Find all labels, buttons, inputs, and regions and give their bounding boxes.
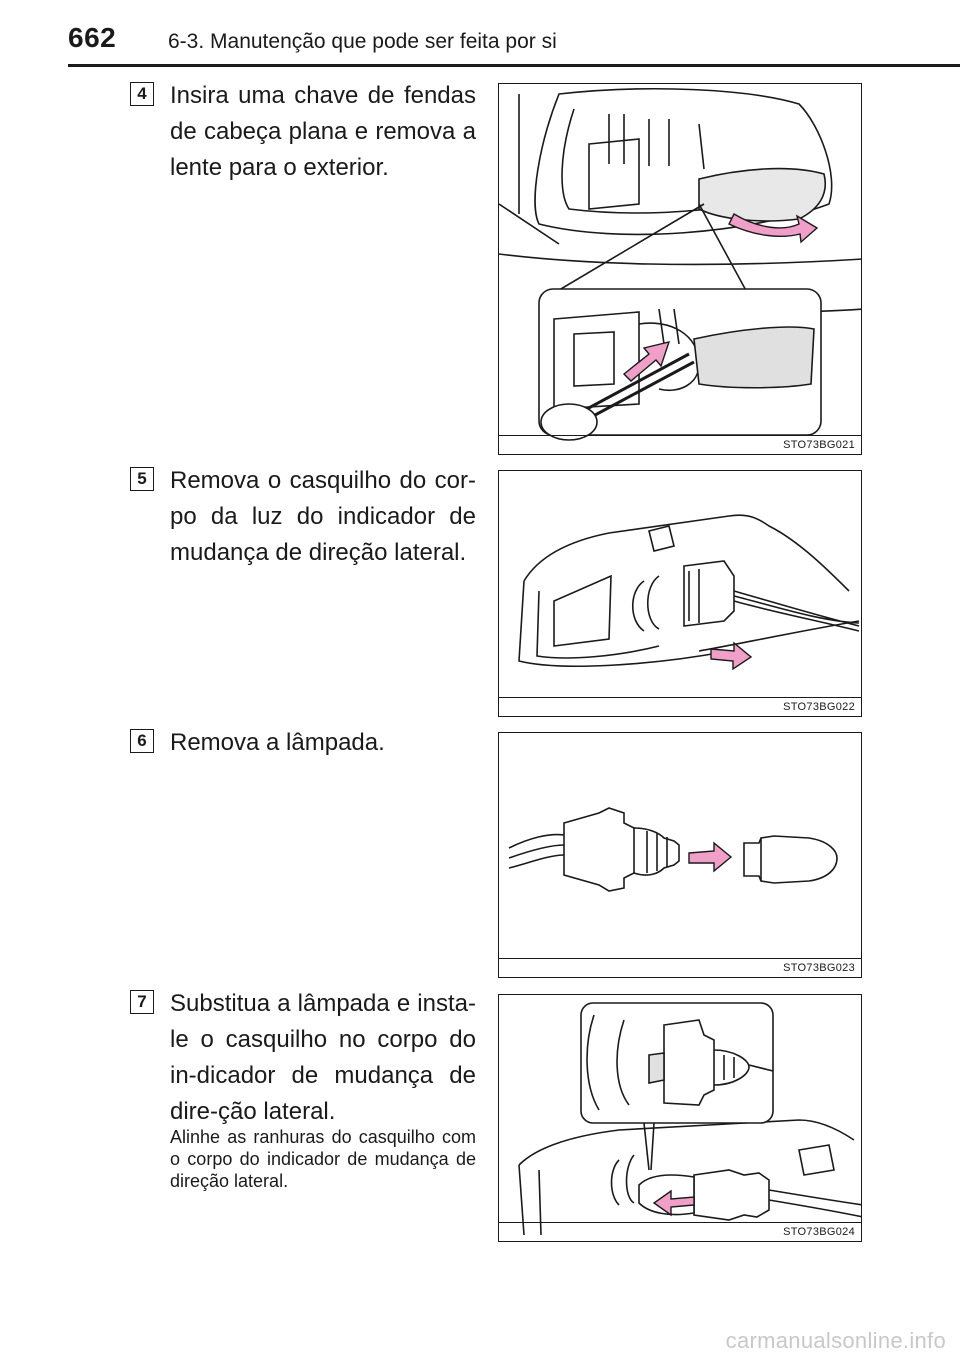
figure-separator bbox=[499, 958, 861, 959]
figure-code: STO73BG023 bbox=[783, 962, 855, 974]
bulb-removal-illustration bbox=[499, 733, 862, 978]
step-text-6: Remova a lâmpada. bbox=[170, 729, 385, 756]
step-number-6: 6 bbox=[130, 729, 154, 753]
mirror-lens-removal-illustration bbox=[499, 84, 862, 455]
page-number: 662 bbox=[68, 22, 117, 53]
step-text-7: Substitua a lâmpada e insta-le o casquilho no corpo do in-dicador de mudança de dire-ção lateral. bbox=[170, 990, 476, 1125]
figure-code: STO73BG021 bbox=[783, 439, 855, 451]
step-number-7: 7 bbox=[130, 990, 154, 1014]
figure-step-5 bbox=[498, 470, 862, 717]
step-text-4: Insira uma chave de fendas de cabeça plana e remova a lente para o exterior. bbox=[170, 82, 476, 181]
step-number-4: 4 bbox=[130, 82, 154, 106]
step-number-5: 5 bbox=[130, 467, 154, 491]
socket-install-illustration bbox=[499, 995, 862, 1242]
figure-code: STO73BG022 bbox=[783, 701, 855, 713]
step-note-7: Alinhe as ranhuras do casquilho com o corpo do indicador de mudança de direção lateral. bbox=[170, 1127, 476, 1191]
socket-removal-illustration bbox=[499, 471, 862, 717]
section-title: 6-3. Manutenção que pode ser feita por si bbox=[168, 30, 557, 53]
figure-separator bbox=[499, 435, 861, 436]
figure-step-4 bbox=[498, 83, 862, 455]
step-text-5: Remova o casquilho do cor-po da luz do indicador de mudança de direção lateral. bbox=[170, 467, 476, 566]
figure-separator bbox=[499, 1222, 861, 1223]
header-rule bbox=[68, 64, 960, 67]
figure-step-7 bbox=[498, 994, 862, 1242]
watermark: carmanualsonline.info bbox=[725, 1328, 946, 1353]
figure-step-6 bbox=[498, 732, 862, 978]
figure-separator bbox=[499, 697, 861, 698]
figure-code: STO73BG024 bbox=[783, 1226, 855, 1238]
